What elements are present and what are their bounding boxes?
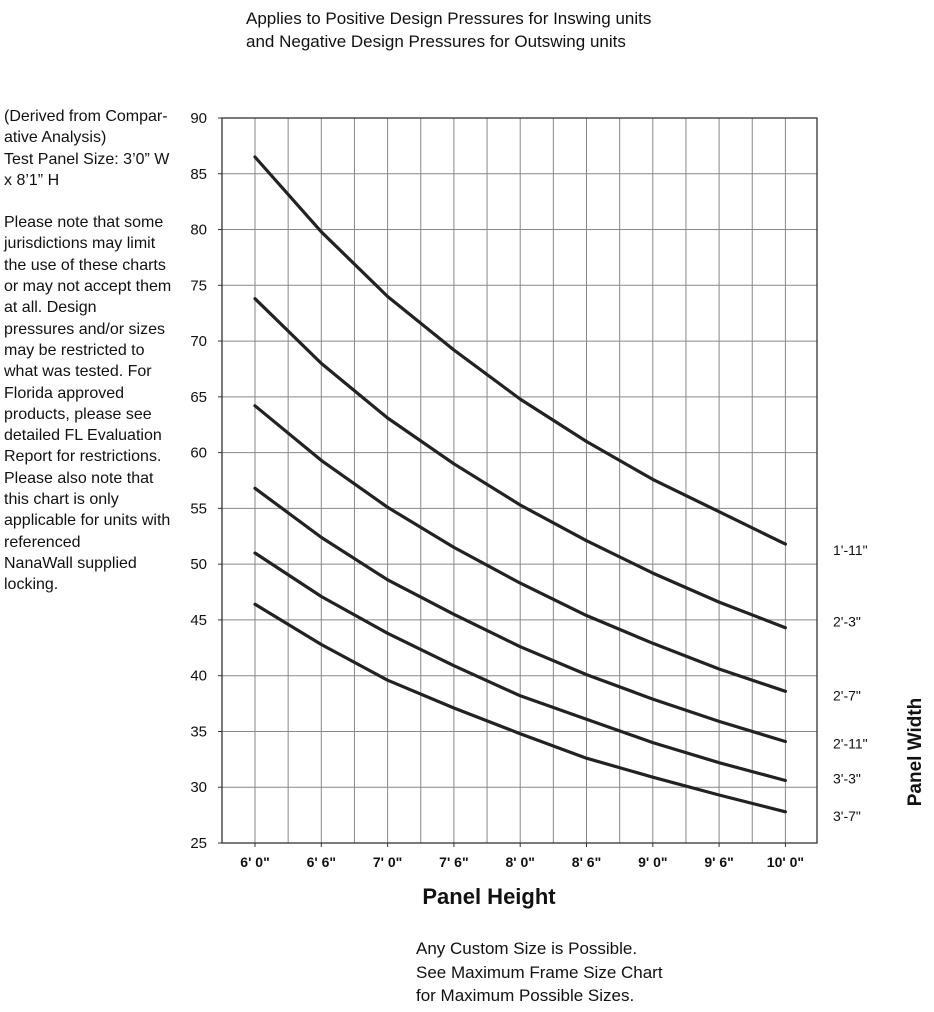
- x-tick-label: 7' 0": [372, 854, 403, 870]
- y-tick-label: 65: [190, 388, 207, 406]
- series-label: 2'-3": [833, 613, 861, 630]
- y-tick-label: 90: [190, 110, 207, 127]
- x-axis-label: Panel Height: [422, 884, 556, 909]
- note-line-4: or may not accept them: [4, 278, 172, 296]
- x-tick-label: 6' 6": [306, 854, 337, 870]
- x-tick-label: 7' 6": [439, 854, 469, 870]
- note-line-18: locking.: [4, 576, 59, 594]
- series-label: 3'-7": [833, 807, 861, 824]
- note-line-9: Florida approved: [4, 384, 125, 402]
- series-labels: [833, 542, 868, 824]
- note-line-17: NanaWall supplied: [4, 554, 137, 572]
- x-tick-label: 6' 0": [240, 854, 270, 870]
- y-axis-ticks: [190, 110, 222, 852]
- footer-line-3: for Maximum Possible Sizes.: [416, 986, 635, 1005]
- header-line-2: and Negative Design Pressures for Outswing units: [246, 32, 626, 51]
- note-derived-1: (Derived from Compar-: [4, 108, 168, 125]
- footer-line-2: See Maximum Frame Size Chart: [416, 962, 663, 982]
- y-tick-label: 85: [190, 165, 207, 183]
- note-line-12: Report for restrictions.: [4, 448, 162, 466]
- note-derived-3: Test Panel Size: 3’0” W: [4, 150, 170, 168]
- note-line-3: the use of these charts: [4, 256, 166, 274]
- note-line-8: what was tested. For: [4, 363, 152, 381]
- note-derived-4: x 8’1” H: [4, 171, 60, 189]
- y-tick-label: 70: [190, 333, 207, 351]
- note-line-13: Please also note that: [4, 469, 154, 487]
- x-tick-label: 9' 6": [704, 854, 734, 870]
- x-tick-label: 8' 6": [571, 854, 602, 870]
- note-derived-2: ative Analysis): [4, 129, 107, 147]
- footer-line-1: Any Custom Size is Possible.: [416, 939, 638, 958]
- note-line-7: may be restricted to: [4, 341, 145, 359]
- y-tick-label: 75: [190, 277, 207, 295]
- x-tick-label: 10' 0": [766, 854, 805, 870]
- note-line-2: jurisdictions may limit: [4, 235, 156, 253]
- note-line-10: products, please see: [4, 405, 152, 423]
- y-tick-label: 35: [190, 723, 207, 741]
- x-axis-ticks: [240, 843, 804, 870]
- series-label: 1'-11": [833, 542, 868, 559]
- y-tick-label: 50: [190, 556, 207, 574]
- series-label: 3'-3": [833, 770, 861, 787]
- y-tick-label: 45: [190, 611, 207, 629]
- note-line-15: applicable for units with: [4, 512, 171, 530]
- note-line-11: detailed FL Evaluation: [4, 427, 162, 445]
- series-label: 2'-7": [833, 687, 861, 704]
- header-line-1: Applies to Positive Design Pressures for Inswing units: [246, 9, 652, 28]
- y-tick-label: 40: [190, 667, 207, 685]
- y-tick-label: 60: [190, 444, 207, 462]
- chart-footer-note: [416, 937, 663, 1008]
- note-line-1: Please note that some: [4, 214, 164, 232]
- note-line-14: this chart is only: [4, 491, 119, 509]
- note-line-16: referenced: [4, 533, 81, 551]
- y-tick-label: 25: [190, 835, 207, 852]
- note-line-5: at all. Design: [4, 299, 97, 317]
- x-tick-label: 8' 0": [505, 854, 535, 870]
- series-axis-label: Panel Width: [905, 697, 926, 807]
- y-tick-label: 80: [190, 221, 207, 239]
- y-tick-label: 55: [190, 500, 207, 518]
- x-tick-label: 9' 0": [638, 854, 668, 870]
- note-line-6: pressures and/or sizes: [4, 320, 165, 338]
- y-tick-label: 30: [190, 779, 207, 797]
- series-label: 2'-11": [833, 735, 868, 752]
